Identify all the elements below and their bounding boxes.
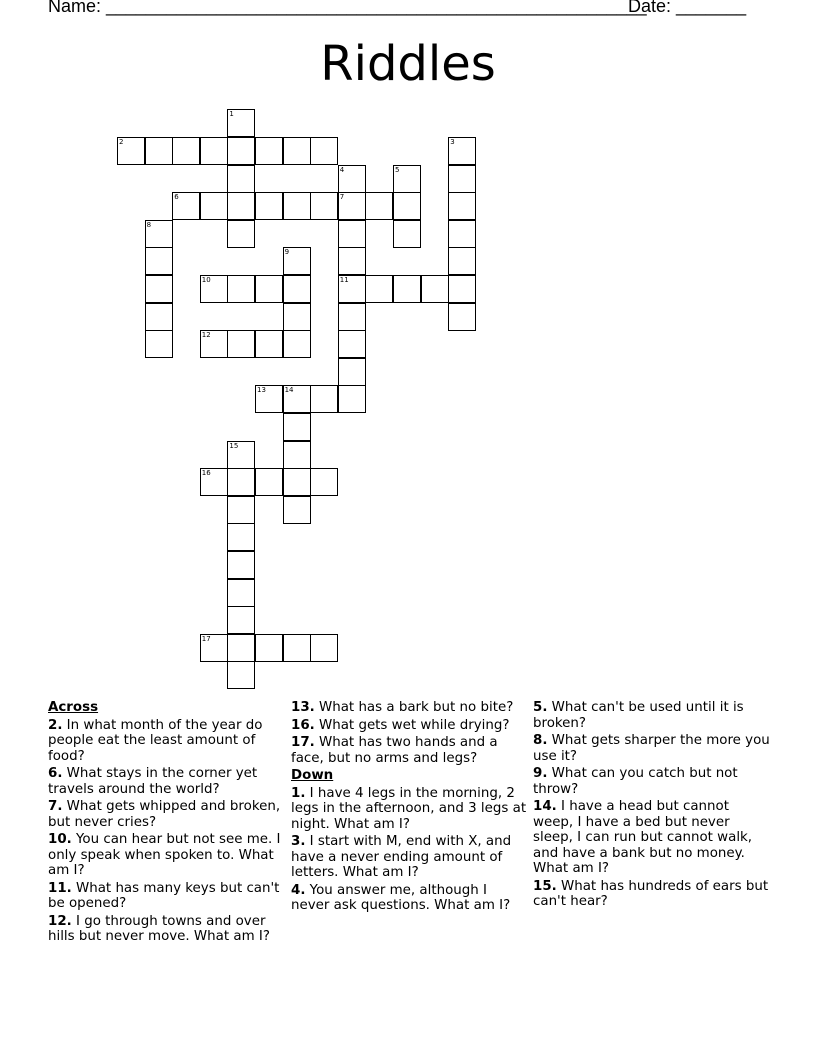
clue-number: 1. bbox=[291, 785, 306, 801]
cell-number: 14 bbox=[284, 386, 294, 395]
crossword-cell[interactable] bbox=[227, 634, 255, 662]
across-clue-7 bbox=[48, 799, 284, 830]
clue-text: What has hundreds of ears but can't hear? bbox=[533, 878, 769, 909]
clue-number: 13. bbox=[291, 700, 315, 715]
clue-number: 14. bbox=[533, 799, 557, 814]
clue-text: What can you catch but not throw? bbox=[533, 766, 738, 797]
crossword-cell[interactable] bbox=[338, 220, 366, 248]
crossword-cell[interactable] bbox=[338, 385, 366, 413]
crossword-cell[interactable] bbox=[338, 247, 366, 275]
crossword-cell[interactable] bbox=[255, 634, 283, 662]
cell-number: 3 bbox=[450, 138, 455, 146]
crossword-cell[interactable] bbox=[200, 330, 228, 358]
crossword-cell[interactable] bbox=[255, 275, 283, 303]
cell-number: 13 bbox=[257, 386, 266, 395]
clue-number: 4. bbox=[291, 882, 306, 898]
crossword-cell[interactable] bbox=[255, 330, 283, 358]
name-field-label: Name: ______________________________________________________ bbox=[48, 0, 647, 16]
crossword-cell[interactable] bbox=[283, 137, 311, 165]
crossword-cell[interactable] bbox=[145, 275, 173, 303]
crossword-cell[interactable] bbox=[283, 441, 311, 469]
clue-number: 9. bbox=[533, 766, 548, 781]
crossword-cell[interactable] bbox=[448, 192, 476, 220]
crossword-cell[interactable] bbox=[227, 441, 255, 469]
crossword-cell[interactable] bbox=[448, 165, 476, 193]
crossword-cell[interactable] bbox=[283, 247, 311, 275]
clue-text: What has two hands and a face, but no arms and legs? bbox=[291, 735, 498, 766]
crossword-cell[interactable] bbox=[145, 220, 173, 248]
cell-number: 9 bbox=[284, 248, 290, 257]
down-clue-15 bbox=[533, 879, 773, 910]
crossword-cell[interactable] bbox=[310, 634, 338, 662]
clue-number: 6. bbox=[48, 766, 63, 781]
across-clue-10 bbox=[48, 832, 284, 879]
crossword-cell[interactable] bbox=[310, 468, 338, 496]
clue-number: 2. bbox=[48, 717, 63, 733]
clue-text: In what month of the year do people eat the least amount of food? bbox=[48, 717, 263, 764]
crossword-cell[interactable] bbox=[145, 303, 173, 331]
cell-number: 11 bbox=[339, 276, 349, 284]
cell-number: 4 bbox=[339, 165, 345, 174]
clue-number: 5. bbox=[533, 700, 548, 715]
clues-column-2 bbox=[291, 700, 527, 916]
crossword-cell[interactable] bbox=[117, 137, 145, 165]
crossword-cell[interactable] bbox=[393, 220, 421, 248]
crossword-cell[interactable] bbox=[338, 303, 366, 331]
crossword-cell[interactable] bbox=[448, 220, 476, 248]
crossword-cell[interactable] bbox=[338, 275, 366, 303]
crossword-cell[interactable] bbox=[365, 275, 393, 303]
crossword-cell[interactable] bbox=[421, 275, 449, 303]
clue-text: I start with M, end with X, and have a never ending amount of letters. What am I? bbox=[291, 834, 512, 880]
crossword-cell[interactable] bbox=[172, 192, 200, 220]
crossword-cell[interactable] bbox=[283, 275, 311, 303]
page-title: Riddles bbox=[320, 36, 496, 92]
crossword-cell[interactable] bbox=[145, 247, 173, 275]
crossword-cell[interactable] bbox=[227, 275, 255, 303]
crossword-cell[interactable] bbox=[338, 192, 366, 220]
down-clue-8 bbox=[533, 733, 773, 764]
clue-text: What gets whipped and broken, but never cries? bbox=[48, 799, 281, 830]
clue-text: What has many keys but can't be opened? bbox=[48, 880, 280, 911]
clue-number: 11. bbox=[48, 880, 72, 896]
across-clue-17 bbox=[291, 735, 527, 766]
clues-column-1 bbox=[48, 700, 284, 947]
across-clue-16 bbox=[291, 718, 527, 734]
clue-text: What gets wet while drying? bbox=[319, 717, 510, 733]
down-clue-9 bbox=[533, 766, 773, 797]
clue-number: 15. bbox=[533, 878, 557, 894]
clue-text: You can hear but not see me. I only speak when spoken to. What am I? bbox=[48, 832, 281, 878]
cell-number: 5 bbox=[395, 165, 400, 174]
cell-number: 7 bbox=[339, 193, 345, 202]
crossword-cell[interactable] bbox=[283, 303, 311, 331]
crossword-cell[interactable] bbox=[145, 330, 173, 358]
crossword-cell[interactable] bbox=[227, 165, 255, 193]
crossword-cell[interactable] bbox=[393, 165, 421, 193]
across-clue-6 bbox=[48, 766, 284, 797]
clue-text: I have 4 legs in the morning, 2 legs in the afternoon, and 3 legs at night. What am I? bbox=[291, 785, 527, 832]
clue-number: 12. bbox=[48, 913, 72, 929]
clue-number: 10. bbox=[48, 832, 72, 847]
cell-number: 6 bbox=[174, 193, 179, 202]
crossword-cell[interactable] bbox=[283, 468, 311, 496]
clues-column-3 bbox=[533, 700, 773, 912]
crossword-cell[interactable] bbox=[365, 192, 393, 220]
cell-number: 12 bbox=[201, 331, 211, 340]
crossword-cell[interactable] bbox=[338, 165, 366, 193]
clue-text: I have a head but cannot weep, I have a bed but never sleep, I can run but cannot walk, and have a bank but no money. What am I? bbox=[533, 799, 753, 876]
clue-number: 8. bbox=[533, 733, 548, 748]
cell-number: 16 bbox=[201, 469, 211, 478]
cell-number: 8 bbox=[146, 220, 152, 229]
crossword-cell[interactable] bbox=[283, 496, 311, 524]
down-clue-1 bbox=[291, 786, 527, 833]
crossword-cell[interactable] bbox=[448, 303, 476, 331]
crossword-cell[interactable] bbox=[227, 606, 255, 634]
clue-number: 7. bbox=[48, 799, 63, 814]
crossword-cell[interactable] bbox=[448, 137, 476, 165]
crossword-cell[interactable] bbox=[255, 192, 283, 220]
crossword-cell[interactable] bbox=[227, 220, 255, 248]
clue-text: What has a bark but no bite? bbox=[319, 700, 514, 715]
crossword-cell[interactable] bbox=[227, 579, 255, 607]
crossword-cell[interactable] bbox=[255, 385, 283, 413]
clue-text: I go through towns and over hills but never move. What am I? bbox=[48, 913, 270, 944]
crossword-cell[interactable] bbox=[310, 192, 338, 220]
crossword-cell[interactable] bbox=[255, 137, 283, 165]
crossword-cell[interactable] bbox=[145, 137, 173, 165]
cell-number: 15 bbox=[229, 441, 239, 450]
across-clue-12 bbox=[48, 914, 284, 945]
down-clue-14 bbox=[533, 799, 773, 877]
crossword-cell[interactable] bbox=[200, 137, 228, 165]
down-clue-5 bbox=[533, 700, 773, 731]
crossword-cell[interactable] bbox=[227, 551, 255, 579]
crossword-cell[interactable] bbox=[283, 330, 311, 358]
crossword-cell[interactable] bbox=[227, 661, 255, 689]
crossword-cell[interactable] bbox=[393, 192, 421, 220]
crossword-cell[interactable] bbox=[310, 385, 338, 413]
cell-number: 17 bbox=[201, 634, 211, 643]
crossword-cell[interactable] bbox=[393, 275, 421, 303]
cell-number: 2 bbox=[119, 138, 124, 146]
clue-number: 17. bbox=[291, 735, 315, 750]
crossword-cell[interactable] bbox=[227, 192, 255, 220]
crossword-cell[interactable] bbox=[310, 137, 338, 165]
across-clue-2 bbox=[48, 718, 284, 765]
crossword-cell[interactable] bbox=[227, 523, 255, 551]
crossword-cell[interactable] bbox=[338, 330, 366, 358]
crossword-cell[interactable] bbox=[283, 413, 311, 441]
crossword-cell[interactable] bbox=[255, 468, 283, 496]
crossword-cell[interactable] bbox=[283, 634, 311, 662]
down-clue-3 bbox=[291, 834, 527, 881]
clue-text: You answer me, although I never ask questions. What am I? bbox=[291, 882, 511, 913]
across-clue-11 bbox=[48, 881, 284, 912]
down-heading: Down bbox=[291, 768, 334, 783]
across-clue-13 bbox=[291, 700, 527, 716]
clue-text: What stays in the corner yet travels around the world? bbox=[48, 766, 258, 797]
crossword-cell[interactable] bbox=[448, 247, 476, 275]
crossword-cell[interactable] bbox=[227, 109, 255, 137]
crossword-cell[interactable] bbox=[172, 137, 200, 165]
crossword-cell[interactable] bbox=[283, 385, 311, 413]
clue-number: 3. bbox=[291, 834, 306, 849]
crossword-cell[interactable] bbox=[200, 192, 228, 220]
crossword-cell[interactable] bbox=[338, 358, 366, 386]
crossword-cell[interactable] bbox=[200, 634, 228, 662]
crossword-cell[interactable] bbox=[283, 192, 311, 220]
crossword-cell[interactable] bbox=[200, 275, 228, 303]
crossword-cell[interactable] bbox=[227, 330, 255, 358]
across-heading: Across bbox=[48, 700, 99, 715]
crossword-cell[interactable] bbox=[448, 275, 476, 303]
cell-number: 10 bbox=[201, 276, 211, 284]
clue-number: 16. bbox=[291, 717, 315, 733]
clue-text: What gets sharper the more you use it? bbox=[533, 733, 770, 764]
date-field-label: Date: _______ bbox=[628, 0, 747, 16]
crossword-cell[interactable] bbox=[200, 468, 228, 496]
clue-text: What can't be used until it is broken? bbox=[533, 700, 744, 731]
down-clue-4 bbox=[291, 883, 527, 914]
cell-number: 1 bbox=[229, 110, 234, 119]
crossword-cell[interactable] bbox=[227, 468, 255, 496]
crossword-cell[interactable] bbox=[227, 496, 255, 524]
crossword-cell[interactable] bbox=[227, 137, 255, 165]
